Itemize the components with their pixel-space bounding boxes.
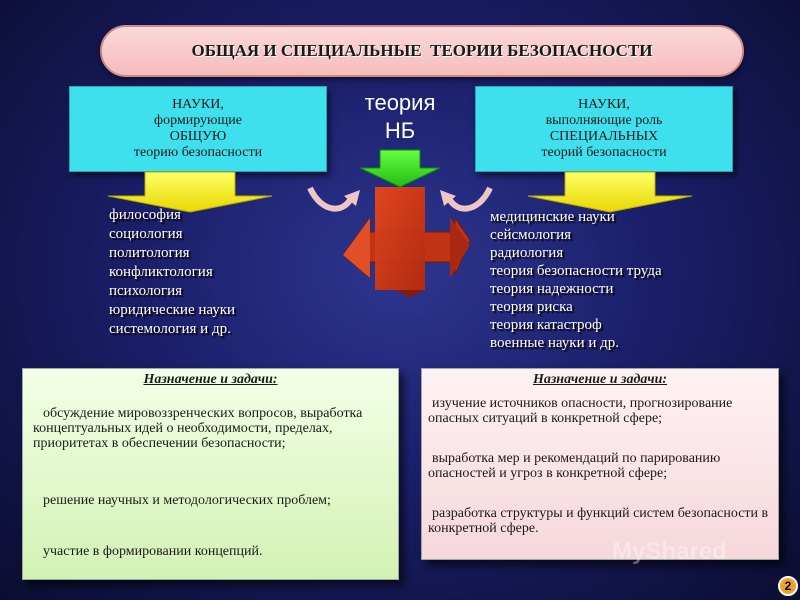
list-item: сейсмология [490,227,572,243]
center-down-arrow-icon [360,150,440,187]
special-sciences-list [490,208,662,352]
general-box-line: теорию безопасности [133,145,263,160]
list-item: психология [109,283,183,299]
special-tasks-heading: Назначение и задачи: [532,372,668,387]
special-box-line: СПЕЦИАЛЬНЫХ [549,129,659,144]
task-item: разработка структуры и функций систем безопасности в конкретной сфере. [428,506,769,536]
task-item: изучение источников опасности, прогнозирование опасных ситуаций в конкретной сфере; [428,396,733,426]
list-item: философия [109,207,181,223]
task-item: участие в формировании концепций. [43,544,263,559]
general-sciences-list [109,206,235,339]
right-down-arrow-icon [528,172,692,212]
list-item: социология [109,226,183,242]
center-nb-label: НБ [384,118,416,143]
general-tasks-heading: Назначение и задачи: [143,372,278,387]
special-box-line: НАУКИ, [578,97,630,112]
list-item: теория риска [490,299,573,315]
task-item: обсуждение мировоззренческих вопросов, выработка концептуальных идей о необходимости, пределах, приоритетах в обеспечении безопасности; [33,406,363,451]
special-box-line: выполняющие роль [545,113,663,128]
list-item: теория катастроф [490,317,602,333]
list-item: военные науки и др. [490,335,620,351]
general-tasks-panel [22,368,399,580]
list-item: политология [109,245,190,261]
special-box-line: теорий безопасности [541,145,667,160]
center-theory-label: теория [364,90,436,115]
task-item: выработка мер и рекомендаций по парированию опасностей и угроз в конкретной сфере; [428,451,721,481]
list-item: медицинские науки [490,209,615,225]
list-item: радиология [490,245,564,261]
right-curved-arrow-icon [448,188,490,209]
list-item: конфликтология [109,264,213,280]
special-tasks-panel [421,368,779,560]
list-item: теория безопасности труда [490,263,662,279]
page-number-badge: 2 [778,576,798,596]
list-item: теория надежности [490,281,614,297]
title-text: ОБЩАЯ И СПЕЦИАЛЬНЫЕ ТЕОРИИ БЕЗОПАСНОСТИ [191,41,653,60]
watermark-logo: MyShared [612,538,727,565]
general-box-line: НАУКИ, [172,97,224,112]
task-item: решение научных и методологических проблем; [43,493,331,508]
general-box-line: формирующие [154,113,242,128]
list-item: системология и др. [109,321,231,337]
general-box-line: ОБЩУЮ [169,129,227,144]
list-item: юридические науки [109,302,236,318]
left-curved-arrow-icon [310,188,352,209]
